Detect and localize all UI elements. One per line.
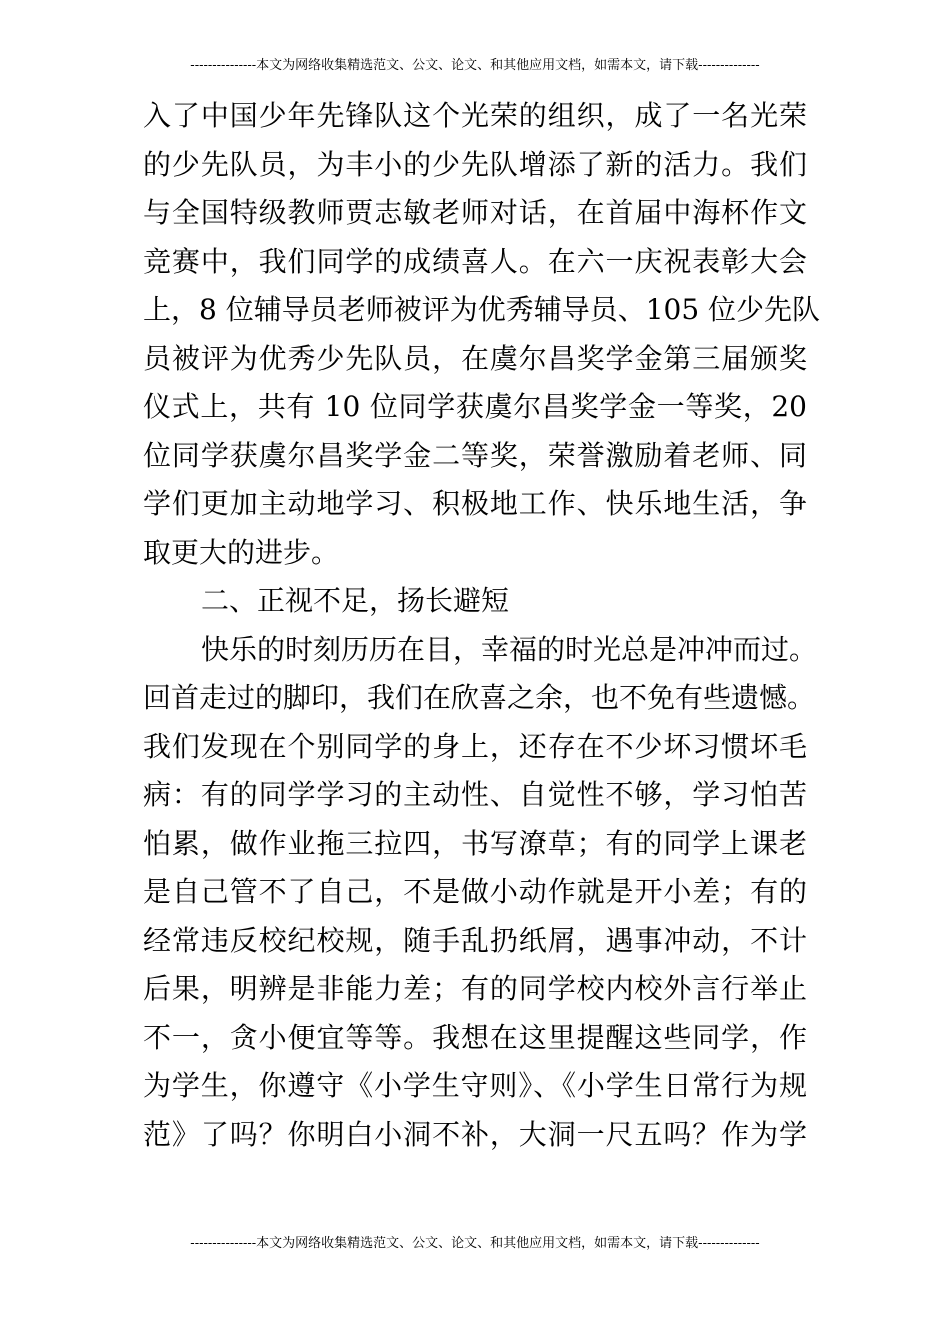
body-line: 位同学获虞尔昌奖学金二等奖，荣誉激励着老师、同 bbox=[143, 438, 807, 472]
body-line: 员被评为优秀少先队员，在虞尔昌奖学金第三届颁奖 bbox=[143, 341, 807, 375]
body-line: 的少先队员，为丰小的少先队增添了新的活力。我们 bbox=[143, 147, 807, 181]
body-line: 回首走过的脚印，我们在欣喜之余，也不免有些遗憾。 bbox=[143, 681, 816, 714]
body-line: 病：有的同学学习的主动性、自觉性不够，学习怕苦 bbox=[143, 778, 807, 811]
body-line: 上，8 位辅导员老师被评为优秀辅导员、105 位少先队 bbox=[143, 293, 821, 326]
body-line: 取更大的进步。 bbox=[143, 535, 340, 569]
body-line: 经常违反校纪校规，随手乱扔纸屑，遇事冲动，不计 bbox=[143, 923, 807, 957]
body-line: 与全国特级教师贾志敏老师对话，在首届中海杯作文 bbox=[143, 196, 807, 229]
body-line: 后果，明辨是非能力差；有的同学校内校外言行举止 bbox=[143, 972, 807, 1005]
page-footer: ---------------本文为网络收集精选范文、公文、论文、和其他应用文档，如需本文，请下载-------------- bbox=[190, 1236, 760, 1251]
body-line: 是自己管不了自己，不是做小动作就是开小差；有的 bbox=[143, 875, 807, 908]
body-line: 快乐的时刻历历在目，幸福的时光总是冲冲而过。 bbox=[201, 632, 818, 666]
body-line: 怕累，做作业拖三拉四，书写潦草；有的同学上课老 bbox=[143, 826, 807, 860]
body-line: 不一，贪小便宜等等。我想在这里提醒这些同学，作 bbox=[143, 1020, 807, 1054]
body-line: 入了中国少年先锋队这个光荣的组织，成了一名光荣 bbox=[143, 99, 807, 132]
section-heading: 二、正视不足，扬长避短 bbox=[201, 584, 510, 617]
body-line: 竞赛中，我们同学的成绩喜人。在六一庆祝表彰大会 bbox=[143, 244, 807, 278]
document-body bbox=[143, 92, 821, 1159]
body-line: 为学生，你遵守《小学生守则》、《小学生日常行为规 bbox=[143, 1069, 807, 1102]
body-line: 学们更加主动地学习、积极地工作、快乐地生活，争 bbox=[143, 487, 807, 520]
body-line: 我们发现在个别同学的身上，还存在不少坏习惯坏毛 bbox=[143, 729, 807, 763]
page-header: ---------------本文为网络收集精选范文、公文、论文、和其他应用文档，如需本文，请下载-------------- bbox=[190, 58, 760, 73]
body-line: 范》了吗？你明白小洞不补，大洞一尺五吗？作为学 bbox=[143, 1117, 807, 1151]
body-line: 仪式上，共有 10 位同学获虞尔昌奖学金一等奖，20 bbox=[143, 390, 807, 423]
